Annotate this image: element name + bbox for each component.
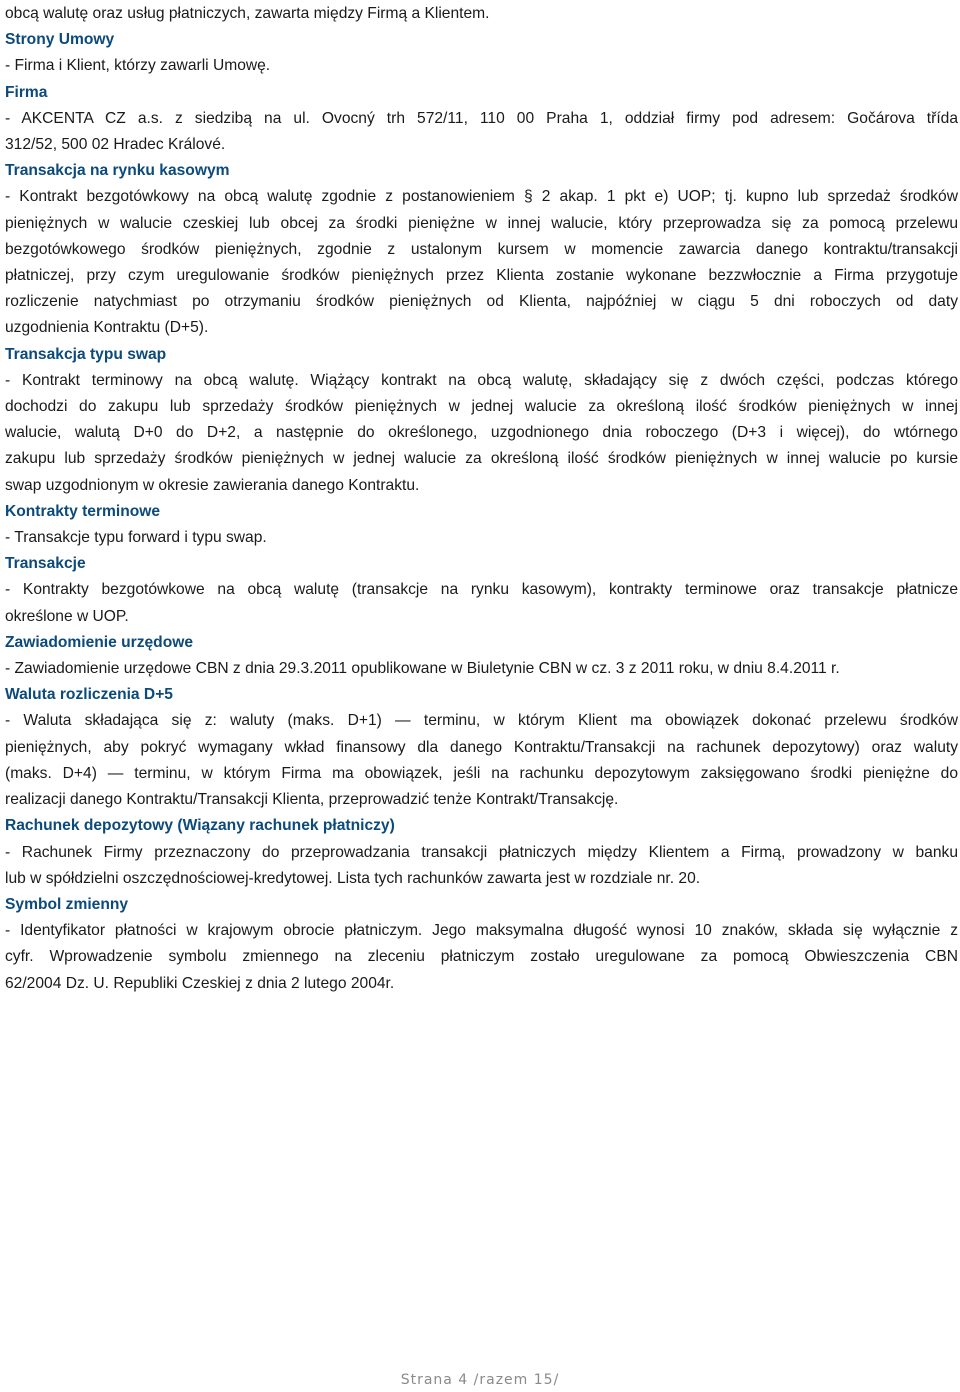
text-line: swap uzgodnionym w okresie zawierania danego Kontraktu.	[5, 476, 420, 494]
text-line: - AKCENTA CZ a.s. z siedzibą na ul. Ovocný trh 572/11, 110 00 Praha 1, oddział firmy pod adresem: Gočárova třída	[5, 109, 958, 127]
text-line: obcą walutę oraz usług płatniczych, zawarta między Firmą a Klientem.	[5, 5, 490, 22]
text-line: uzgodnienia Kontraktu (D+5).	[5, 319, 209, 337]
text-line: realizacji danego Kontraktu/Transakcji Klienta, przeprowadzić tenże Kontrakt/Transakcję.	[5, 791, 619, 809]
text-line: - Kontrakty bezgotówkowe na obcą walutę (transakcje na rynku kasowym), kontrakty terminowe oraz transakcje płatnicze	[5, 581, 958, 599]
section-heading: Transakcja typu swap	[5, 345, 167, 363]
section-heading: Waluta rozliczenia D+5	[5, 686, 173, 704]
text-line: - Identyfikator płatności w krajowym obrocie płatniczym. Jego maksymalna długość wynosi 10 znaków, składa się wyłącznie z	[5, 922, 958, 940]
section-heading: Transakcje	[5, 555, 86, 573]
text-line: rozliczenie natychmiast po otrzymaniu środków pieniężnych od Klienta, najpóźniej w ciągu 5 dni roboczych od daty	[5, 293, 958, 311]
text-line: płatniczej, przy czym uregulowanie środków pieniężnych przez Klienta zostanie wykonane bezzwłocznie a Firma przygotuje	[5, 267, 958, 285]
text-line: określone w UOP.	[5, 607, 129, 625]
section-heading: Firma	[5, 83, 48, 101]
section-heading: Symbol zmienny	[5, 895, 129, 913]
text-line: - Rachunek Firmy przeznaczony do przeprowadzania transakcji płatniczych między Klientem a Firmą, prowadzony w banku	[5, 843, 958, 861]
text-line: - Transakcje typu forward i typu swap.	[5, 529, 267, 547]
text-line: 312/52, 500 02 Hradec Králové.	[5, 136, 226, 154]
section-heading: Kontrakty terminowe	[5, 502, 161, 520]
section-heading: Zawiadomienie urzędowe	[5, 633, 194, 651]
text-line: - Kontrakt bezgotówkowy na obcą walutę zgodnie z postanowieniem § 2 akap. 1 pkt e) UOP; tj. kupno lub sprzedaż środków	[5, 188, 958, 206]
text-line: bezgotówkowego środków pieniężnych, zgodnie z ustalonym kursem w momencie zawarcia danego kontraktu/transakcji	[5, 240, 958, 258]
text-line: walucie, walutą D+0 do D+2, a następnie do określonego, uzgodnionego dnia roboczego (D+3 i więcej), do wtórnego	[5, 424, 958, 442]
text-line: pieniężnych, aby pokryć wymagany wkład finansowy dla danego Kontraktu/Transakcji na rachunek depozytowy) oraz waluty	[5, 738, 958, 756]
text-line: - Firma i Klient, którzy zawarli Umowę.	[5, 57, 271, 75]
section-heading: Transakcja na rynku kasowym	[5, 162, 230, 180]
page-footer: Strana 4 /razem 15/	[400, 1372, 560, 1388]
text-line: zakupu lub sprzedaży środków pieniężnych w jednej walucie za określoną ilość środków pieniężnych w innej walucie po kursie	[5, 450, 958, 468]
text-line: - Zawiadomienie urzędowe CBN z dnia 29.3.2011 opublikowane w Biuletynie CBN w cz. 3 z 2011 roku, w dniu 8.4.2011 r.	[5, 660, 840, 678]
text-line: - Kontrakt terminowy na obcą walutę. Wiążący kontrakt na obcą walutę, składający się z dwóch części, podczas którego	[5, 371, 958, 389]
text-line: dochodzi do zakupu lub sprzedaży środków pieniężnych w jednej walucie za określoną ilość środków pieniężnych w innej	[5, 398, 958, 416]
text-line: (maks. D+4) — terminu, w którym Firma ma obowiązek, jeśli na rachunku depozytowym zaksięgowano środki pieniężne do	[5, 764, 958, 782]
text-line: lub w spółdzielni oszczędnościowej-kredytowej. Lista tych rachunków zawarta jest w rozdziale nr. 20.	[5, 869, 701, 887]
text-line: cyfr. Wprowadzenie symbolu zmiennego na zleceniu płatniczym zostało uregulowane za pomocą Obwieszczenia CBN	[5, 948, 958, 966]
section-heading: Rachunek depozytowy (Wiązany rachunek płatniczy)	[5, 817, 395, 835]
document-body	[5, 1, 958, 997]
text-line: 62/2004 Dz. U. Republiki Czeskiej z dnia 2 lutego 2004r.	[5, 974, 395, 992]
text-line: - Waluta składająca się z: waluty (maks. D+1) — terminu, w którym Klient ma obowiązek dokonać przelewu środków	[5, 712, 958, 730]
text-line: pieniężnych w walucie czeskiej lub obcej za środki pieniężne w innej walucie, który przeprowadza się za pomocą przelewu	[5, 214, 958, 232]
section-heading: Strony Umowy	[5, 31, 115, 49]
